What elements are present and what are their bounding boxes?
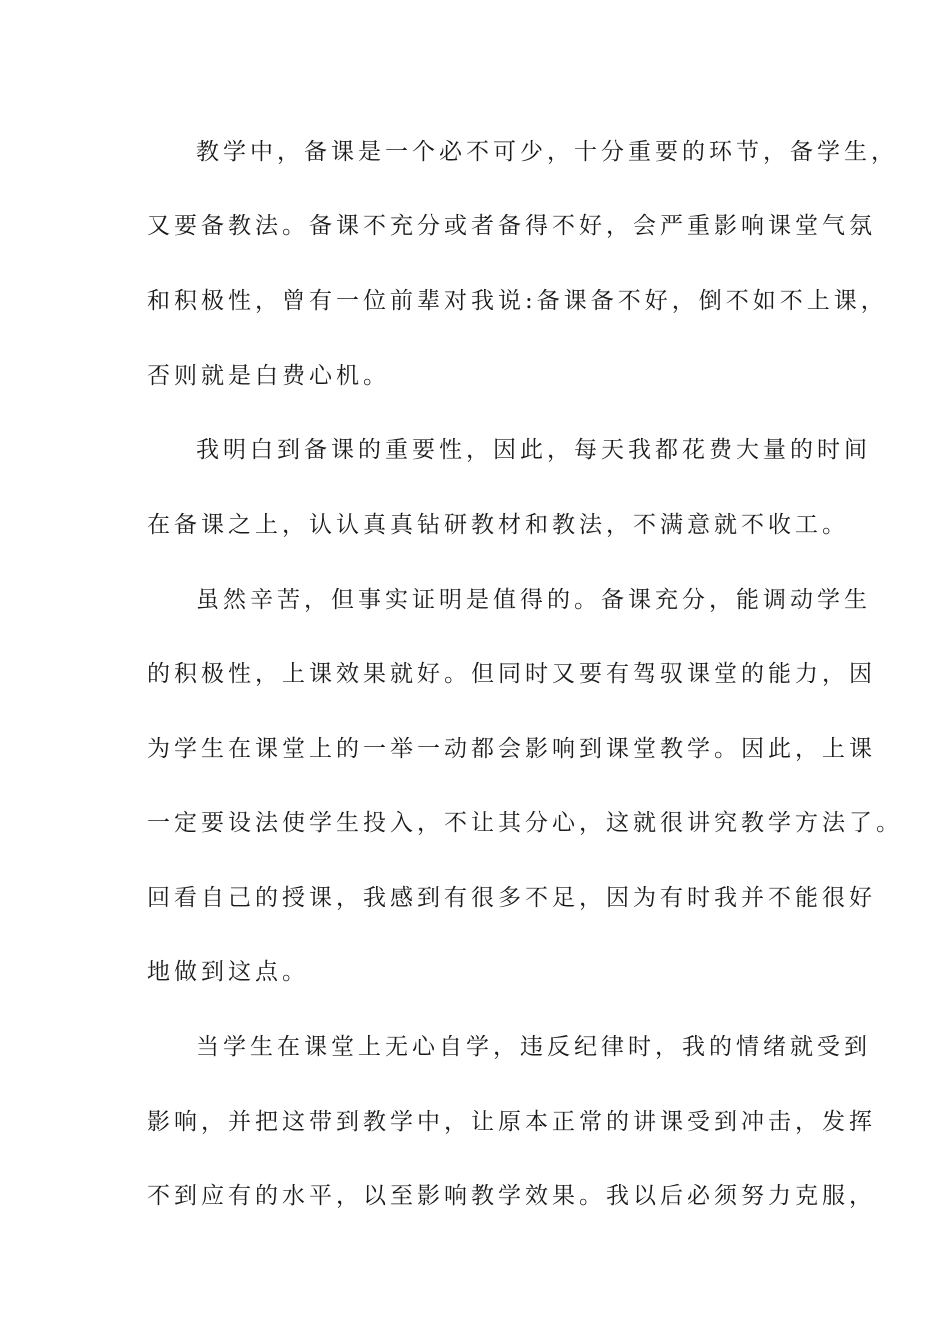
- paragraph-2-line-2: 在备课之上，认认真真钻研教材和教法，不满意就不收工。: [147, 512, 849, 538]
- paragraph-1-line-4: 否则就是白费心机。: [147, 363, 390, 389]
- paragraph-3-line-3: 为学生在课堂上的一举一动都会影响到课堂教学。因此，上课: [147, 736, 876, 762]
- paragraph-1-line-3: 和积极性，曾有一位前辈对我说:备课备不好，倒不如不上课，: [147, 288, 888, 314]
- paragraph-3-line-4: 一定要设法使学生投入，不让其分心，这就很讲究教学方法了。: [147, 810, 903, 836]
- paragraph-4-line-2: 影响，并把这带到教学中，让原本正常的讲课受到冲击，发挥: [147, 1109, 876, 1135]
- paragraph-3-line-5: 回看自己的授课，我感到有很多不足，因为有时我并不能很好: [147, 885, 876, 911]
- paragraph-3-line-1: 虽然辛苦，但事实证明是值得的。备课充分，能调动学生: [196, 587, 871, 613]
- paragraph-3-line-2: 的积极性，上课效果就好。但同时又要有驾驭课堂的能力，因: [147, 661, 876, 687]
- paragraph-1-line-2: 又要备教法。备课不充分或者备得不好，会严重影响课堂气氛: [147, 213, 876, 239]
- paragraph-4-line-3: 不到应有的水平，以至影响教学效果。我以后必须努力克服，: [147, 1183, 876, 1209]
- paragraph-3-line-6: 地做到这点。: [147, 959, 309, 985]
- paragraph-1-line-1: 教学中，备课是一个必不可少，十分重要的环节，备学生，: [196, 139, 898, 165]
- paragraph-2-line-1: 我明白到备课的重要性，因此，每天我都花费大量的时间: [196, 437, 871, 463]
- paragraph-4-line-1: 当学生在课堂上无心自学，违反纪律时，我的情绪就受到: [196, 1034, 871, 1060]
